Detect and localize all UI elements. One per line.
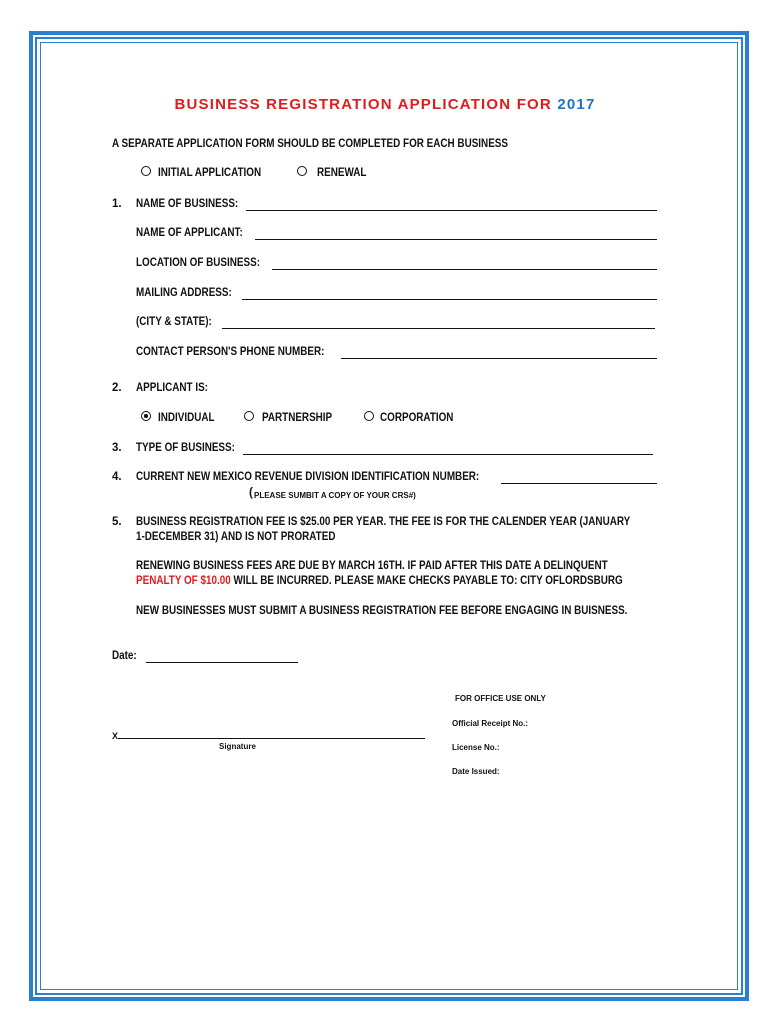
- date-issued-label: Date Issued:: [452, 767, 500, 776]
- renewal-radio[interactable]: [297, 166, 307, 176]
- renewal-text-line1: RENEWING BUSINESS FEES ARE DUE BY MARCH 16TH. IF PAID AFTER THIS DATE A DELINQUENT: [136, 560, 608, 572]
- location-of-business-label: LOCATION OF BUSINESS:: [136, 257, 261, 269]
- name-of-business-field[interactable]: [246, 210, 657, 211]
- checks-payable-text: WILL BE INCURRED. PLEASE MAKE CHECKS PAYABLE TO: CITY OFLORDSBURG: [230, 575, 623, 587]
- initial-application-radio[interactable]: [141, 166, 151, 176]
- individual-label: INDIVIDUAL: [158, 412, 215, 424]
- mailing-address-label: MAILING ADDRESS:: [136, 287, 232, 299]
- fee-text-line1: BUSINESS REGISTRATION FEE IS $25.00 PER YEAR. THE FEE IS FOR THE CALENDER YEAR (JANUARY: [136, 516, 631, 528]
- title-year: 2017: [557, 96, 596, 113]
- section-3-number: 3.: [112, 442, 122, 454]
- penalty-text: PENALTY OF $10.00: [136, 575, 231, 587]
- corporation-radio[interactable]: [364, 411, 374, 421]
- signature-field[interactable]: [118, 738, 425, 739]
- intro-text: A SEPARATE APPLICATION FORM SHOULD BE COMPLETED FOR EACH BUSINESS: [112, 138, 508, 150]
- title-text: BUSINESS REGISTRATION APPLICATION FOR: [174, 96, 558, 113]
- signature-x-mark: X: [112, 731, 119, 741]
- form-title: [0, 96, 770, 113]
- city-state-field[interactable]: [222, 328, 655, 329]
- renewal-label: RENEWAL: [317, 167, 367, 179]
- applicant-is-label: APPLICANT IS:: [136, 382, 208, 394]
- corporation-label: CORPORATION: [380, 412, 454, 424]
- individual-radio[interactable]: [141, 411, 151, 421]
- location-of-business-field[interactable]: [272, 269, 657, 270]
- section-5-number: 5.: [112, 516, 122, 528]
- type-of-business-field[interactable]: [243, 454, 653, 455]
- section-4-number: 4.: [112, 471, 122, 483]
- name-of-applicant-label: NAME OF APPLICANT:: [136, 227, 243, 239]
- renewal-text-line2: [136, 575, 623, 587]
- revenue-id-label: CURRENT NEW MEXICO REVENUE DIVISION IDENTIFICATION NUMBER:: [136, 471, 480, 483]
- city-state-label: (CITY & STATE):: [136, 316, 212, 328]
- partnership-label: PARTNERSHIP: [262, 412, 333, 424]
- crs-note-paren: (: [249, 487, 253, 499]
- contact-phone-field[interactable]: [341, 358, 657, 359]
- name-of-applicant-field[interactable]: [255, 239, 657, 240]
- crs-note: PLEASE SUMBIT A COPY OF YOUR CRS#): [254, 491, 416, 500]
- new-business-text: NEW BUSINESSES MUST SUBMIT A BUSINESS REGISTRATION FEE BEFORE ENGAGING IN BUISNESS.: [136, 605, 628, 617]
- contact-phone-label: CONTACT PERSON'S PHONE NUMBER:: [136, 346, 325, 358]
- date-field[interactable]: [146, 662, 298, 663]
- license-no-label: License No.:: [452, 743, 500, 752]
- initial-application-label: INITIAL APPLICATION: [158, 167, 262, 179]
- name-of-business-label: NAME OF BUSINESS:: [136, 198, 239, 210]
- official-receipt-label: Official Receipt No.:: [452, 719, 529, 728]
- office-use-heading: FOR OFFICE USE ONLY: [455, 694, 546, 703]
- fee-text-line2: 1-DECEMBER 31) AND IS NOT PRORATED: [136, 531, 336, 543]
- signature-label: Signature: [219, 742, 256, 751]
- section-2-number: 2.: [112, 382, 122, 394]
- date-label: Date:: [112, 650, 137, 662]
- partnership-radio[interactable]: [244, 411, 254, 421]
- mailing-address-field[interactable]: [242, 299, 657, 300]
- type-of-business-label: TYPE OF BUSINESS:: [136, 442, 235, 454]
- section-1-number: 1.: [112, 198, 122, 210]
- revenue-id-field[interactable]: [501, 483, 657, 484]
